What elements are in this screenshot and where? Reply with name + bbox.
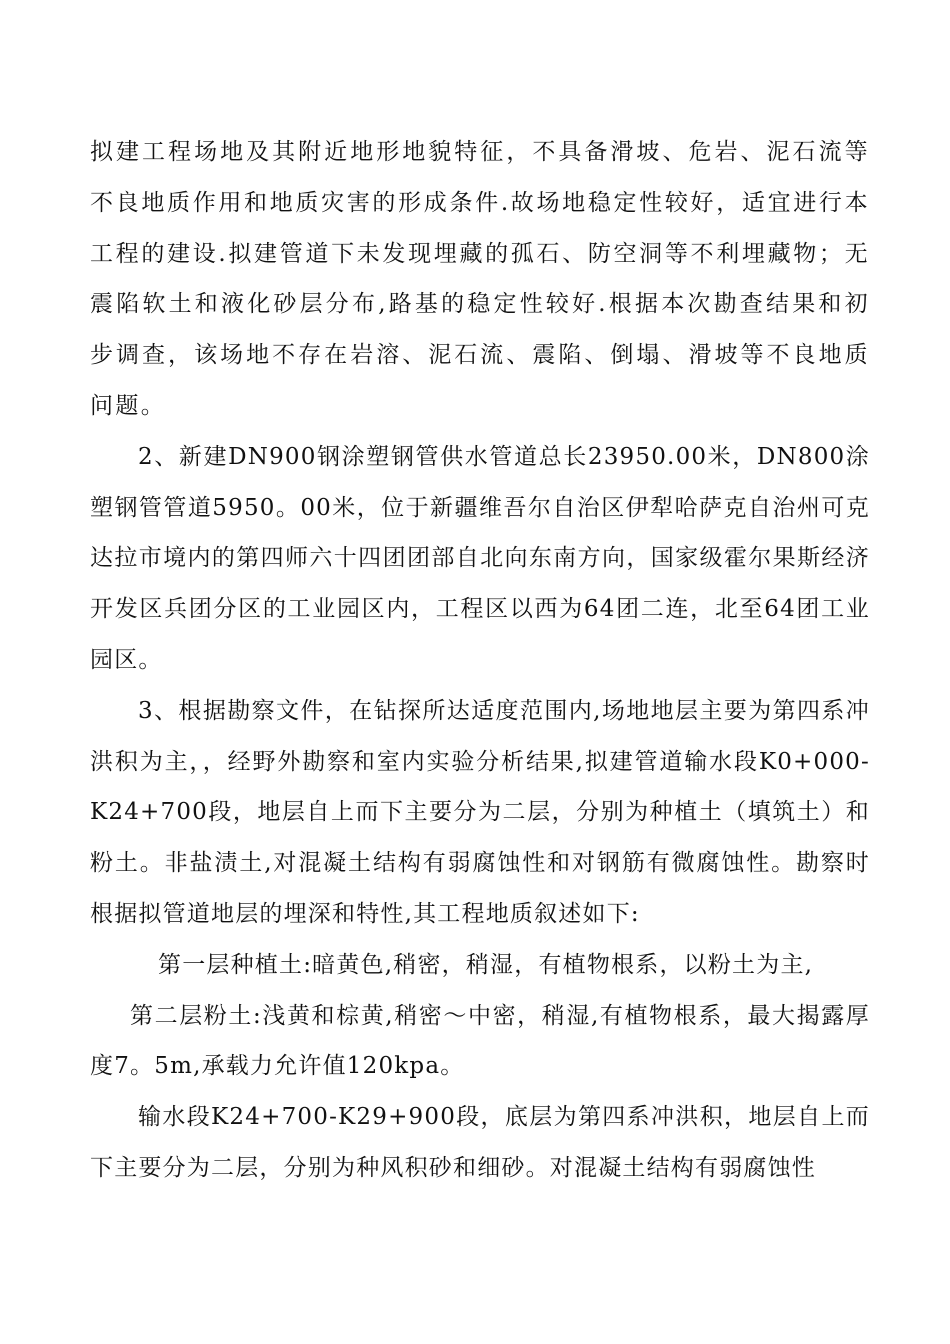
paragraph-layer-one: 第一层种植土:暗黄色,稍密，稍湿，有植物根系，以粉土为主, (158, 951, 814, 978)
paragraph-section-k24: 输水段K24+700-K29+900段，底层为第四系冲洪积，地层自上而下主要分为二层，分别为种风积砂和细砂。对混凝土结构有弱腐蚀性 (90, 1104, 870, 1181)
document-body (90, 127, 870, 1194)
paragraph-layer-two: 第二层粉土:浅黄和棕黄,稍密～中密，稍湿,有植物根系，最大揭露厚度7。5m,承载力允许值120kpa。 (90, 1002, 870, 1080)
paragraph-site-stability: 拟建工程场地及其附近地形地貌特征，不具备滑坡、危岩、泥石流等不良地质作用和地质灾害的形成条件.故场地稳定性较好，适宜进行本工程的建设.拟建管道下未发现埋藏的孤石、防空洞等不利埋藏物；无震陷软土和液化砂层分布,路基的稳定性较好.根据本次勘查结果和初步调查，该场地不存在岩溶、泥石流、震陷、倒塌、滑坡等不良地质问题。 (90, 139, 870, 419)
paragraph-stratum-overview: 3、根据勘察文件，在钻探所达适度范围内,场地地层主要为第四系冲洪积为主，，经野外勘察和室内实验分析结果,拟建管道输水段K0+000-K24+700段，地层自上而下主要分为二层，分别为种植土（填筑土）和粉土。非盐渍土,对混凝土结构有弱腐蚀性和对钢筋有微腐蚀性。勘察时根据拟管道地层的埋深和特性,其工程地质叙述如下: (90, 697, 870, 927)
paragraph-pipeline-location: 2、新建DN900钢涂塑钢管供水管道总长23950.00米，DN800涂塑钢管管道5950。00米，位于新疆维吾尔自治区伊犁哈萨克自治州可克达拉市境内的第四师六十四团团部自北向东南方向，国家级霍尔果斯经济开发区兵团分区的工业园区内，工程区以西为64团二连，北至64团工业园区。 (90, 443, 870, 673)
